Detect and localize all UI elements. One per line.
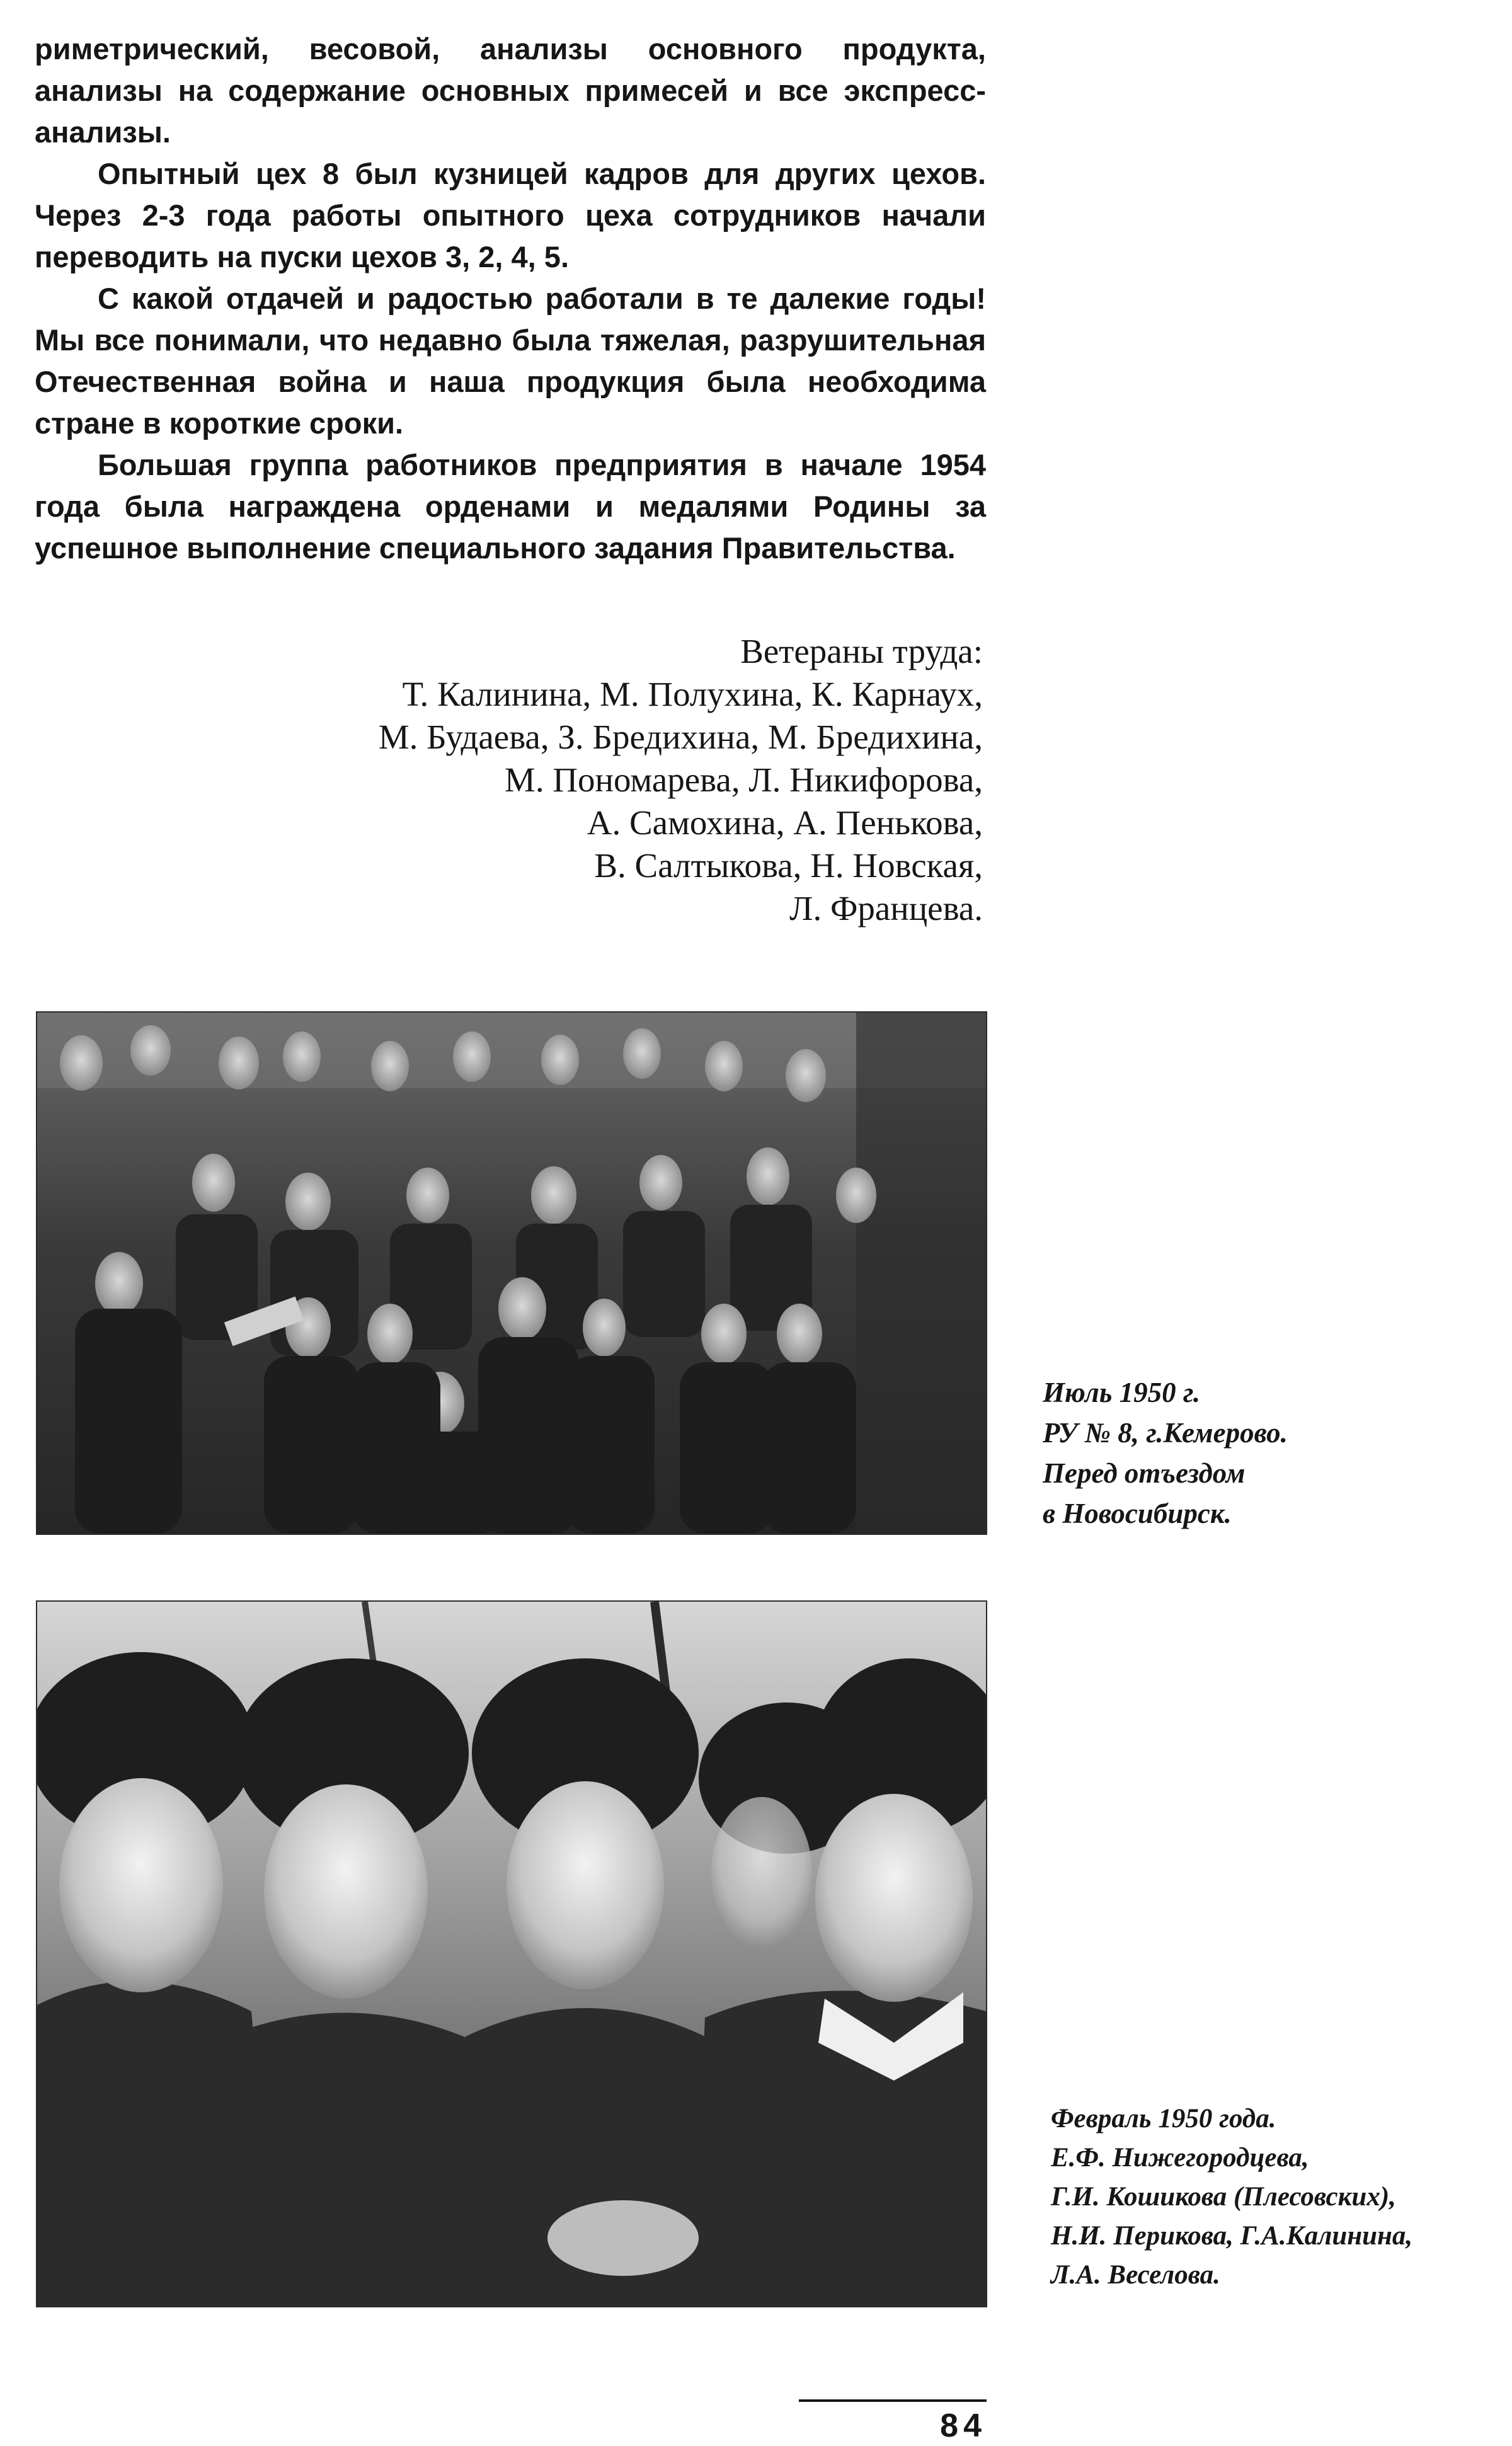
body-text <box>35 28 986 569</box>
veterans-line: Л. Францева. <box>789 889 983 927</box>
group-photo-image <box>37 1013 986 1534</box>
caption-line: Н.И. Перикова, Г.А.Калинина, <box>1051 2221 1413 2251</box>
veterans-line: М. Пономарева, Л. Никифорова, <box>504 761 983 799</box>
veterans-heading: Ветераны труда: <box>740 632 983 670</box>
paragraph-2: Опытный цех 8 был кузницей кадров для других цехов. Через 2-3 года работы опытного цеха сотрудников начали переводить на пуски цехов 3, 2, 4, 5. <box>35 157 986 273</box>
page-number: 84 <box>940 2408 987 2444</box>
paragraph-1: риметрический, весовой, анализы основного продукта, анализы на содержание основных примесей и все экспресс-анализы. <box>35 32 986 149</box>
caption-line: в Новосибирск. <box>1043 1498 1232 1529</box>
photo-caption-1 <box>1043 1372 1288 1534</box>
caption-line: Февраль 1950 года. <box>1051 2104 1276 2133</box>
photo-caption-2 <box>1051 2099 1412 2295</box>
veterans-line: Т. Калинина, М. Полухина, К. Карнаух, <box>402 675 983 713</box>
veterans-block <box>164 630 983 930</box>
veterans-line: А. Самохина, А. Пенькова, <box>587 803 983 842</box>
page-number-rule <box>799 2399 987 2402</box>
caption-line: Перед отъездом <box>1043 1457 1246 1489</box>
group-photo <box>36 1011 987 1535</box>
paragraph-4: Большая группа работников предприятия в начале 1954 года была награждена орденами и медалями Родины за успешное выполнение специального задания Правительства. <box>35 448 986 565</box>
portrait-photo <box>36 1600 987 2307</box>
paragraph-3: С какой отдачей и радостью работали в те далекие годы! Мы все понимали, что недавно была тяжелая, разрушительная Отечественная война и наша продукция была необходима стране в короткие сроки. <box>35 282 986 440</box>
caption-line: Г.И. Кошикова (Плесовских), <box>1051 2182 1396 2212</box>
veterans-line: М. Будаева, З. Бредихина, М. Бредихина, <box>378 718 983 756</box>
veterans-line: В. Салтыкова, Н. Новская, <box>594 846 983 885</box>
caption-line: РУ № 8, г.Кемерово. <box>1043 1417 1288 1449</box>
portrait-photo-image <box>37 1602 986 2306</box>
caption-line: Е.Ф. Нижегородцева, <box>1051 2143 1309 2173</box>
caption-line: Июль 1950 г. <box>1043 1377 1201 1408</box>
caption-line: Л.А. Веселова. <box>1051 2260 1220 2290</box>
